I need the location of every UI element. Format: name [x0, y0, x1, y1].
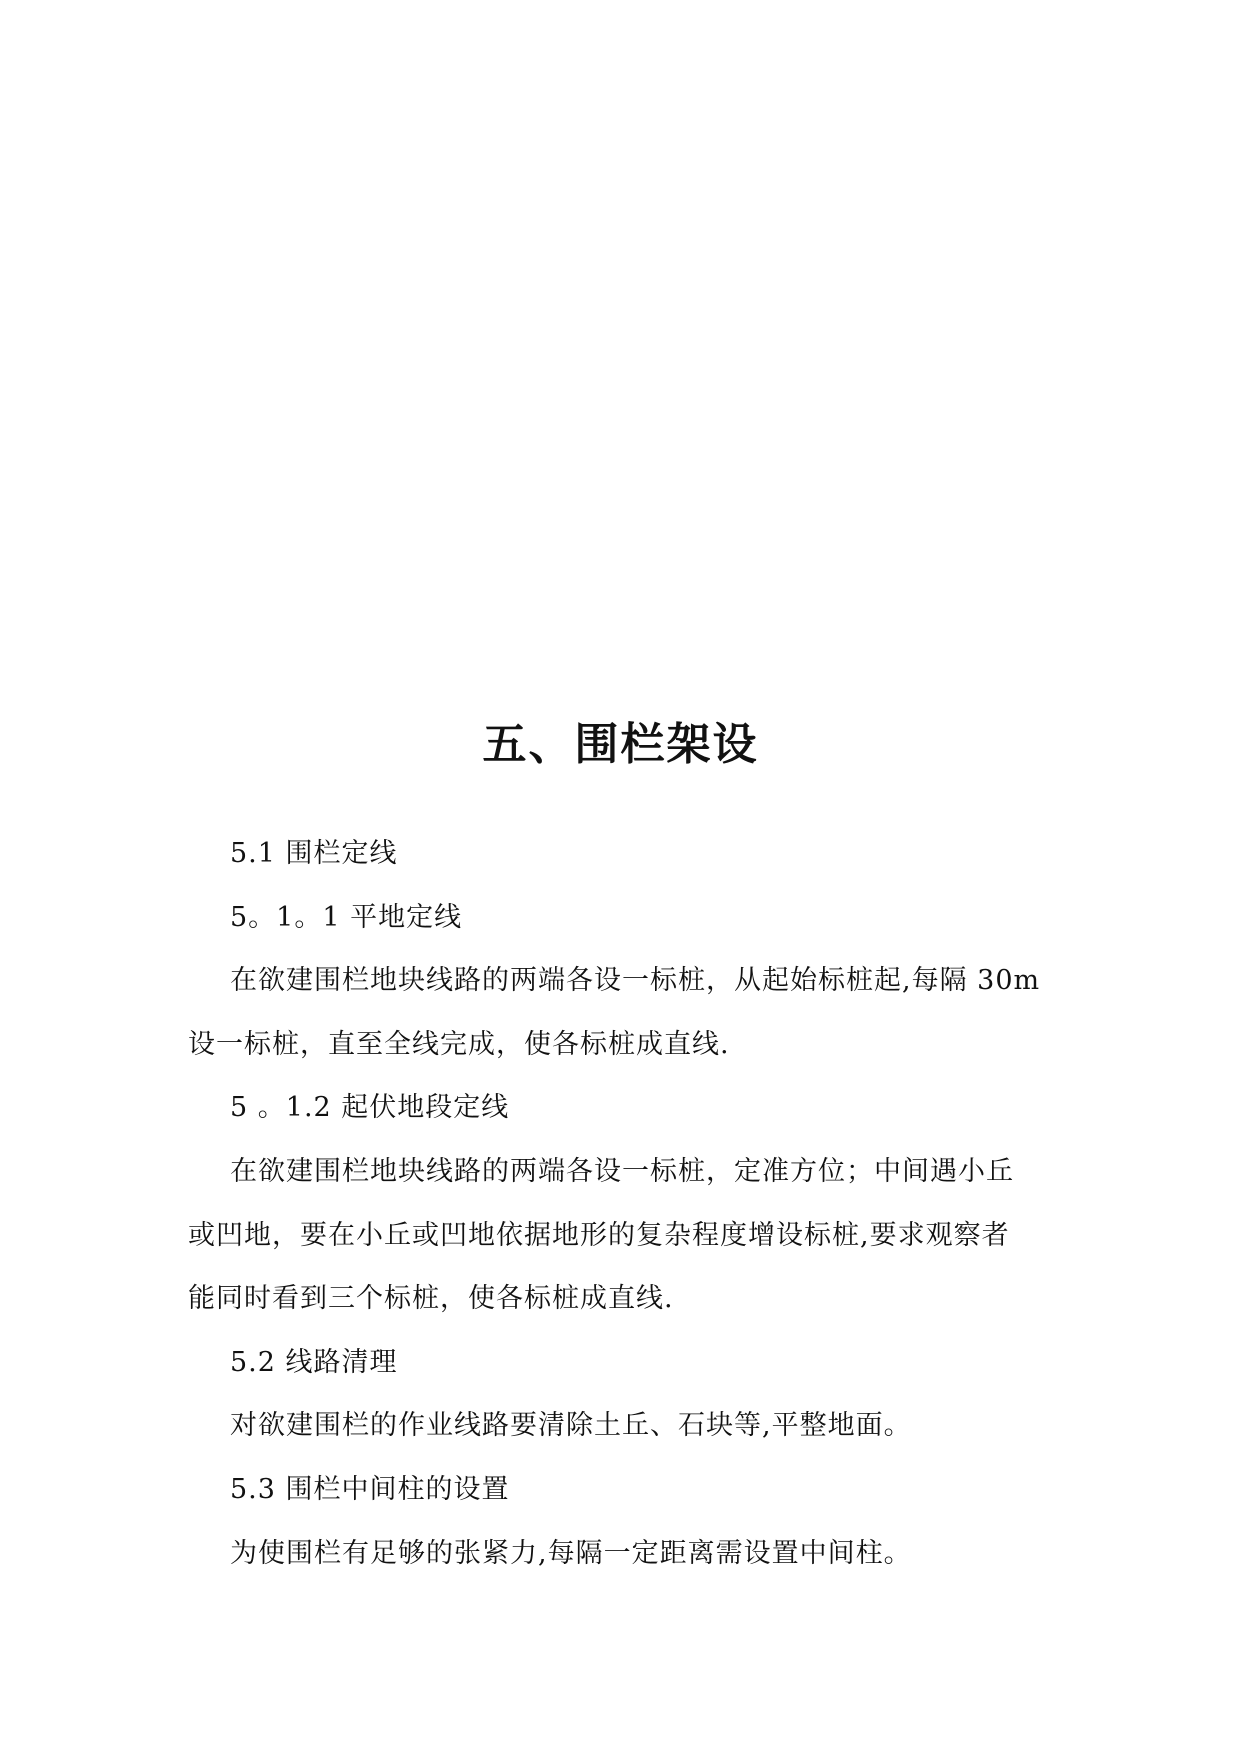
subheading-5-3: 5.3 围栏中间柱的设置	[230, 1473, 510, 1505]
subheading-5-1-2: 5 。1.2 起伏地段定线	[230, 1092, 510, 1124]
paragraph-line: 在欲建围栏地块线路的两端各设一标桩，定准方位；中间遇小丘	[230, 1155, 1014, 1187]
subheading-5-1-1: 5。1。1 平地定线	[230, 901, 463, 933]
section-body	[188, 822, 1048, 1585]
paragraph-line: 设一标桩，直至全线完成，使各标桩成直线.	[188, 1028, 730, 1060]
paragraph-line: 在欲建围栏地块线路的两端各设一标桩，从起始标桩起,每隔 30m	[230, 965, 1041, 997]
section-title: 五、围栏架设	[482, 719, 759, 770]
paragraph-line: 能同时看到三个标桩，使各标桩成直线.	[188, 1283, 674, 1315]
paragraph-line: 为使围栏有足够的张紧力,每隔一定距离需设置中间柱。	[230, 1537, 912, 1569]
subheading-5-1: 5.1 围栏定线	[230, 838, 398, 869]
paragraph-line: 或凹地，要在小丘或凹地依据地形的复杂程度增设标桩,要求观察者	[188, 1219, 1010, 1251]
subheading-5-2: 5.2 线路清理	[230, 1346, 398, 1378]
paragraph-line: 对欲建围栏的作业线路要清除土丘、石块等,平整地面。	[230, 1410, 912, 1442]
